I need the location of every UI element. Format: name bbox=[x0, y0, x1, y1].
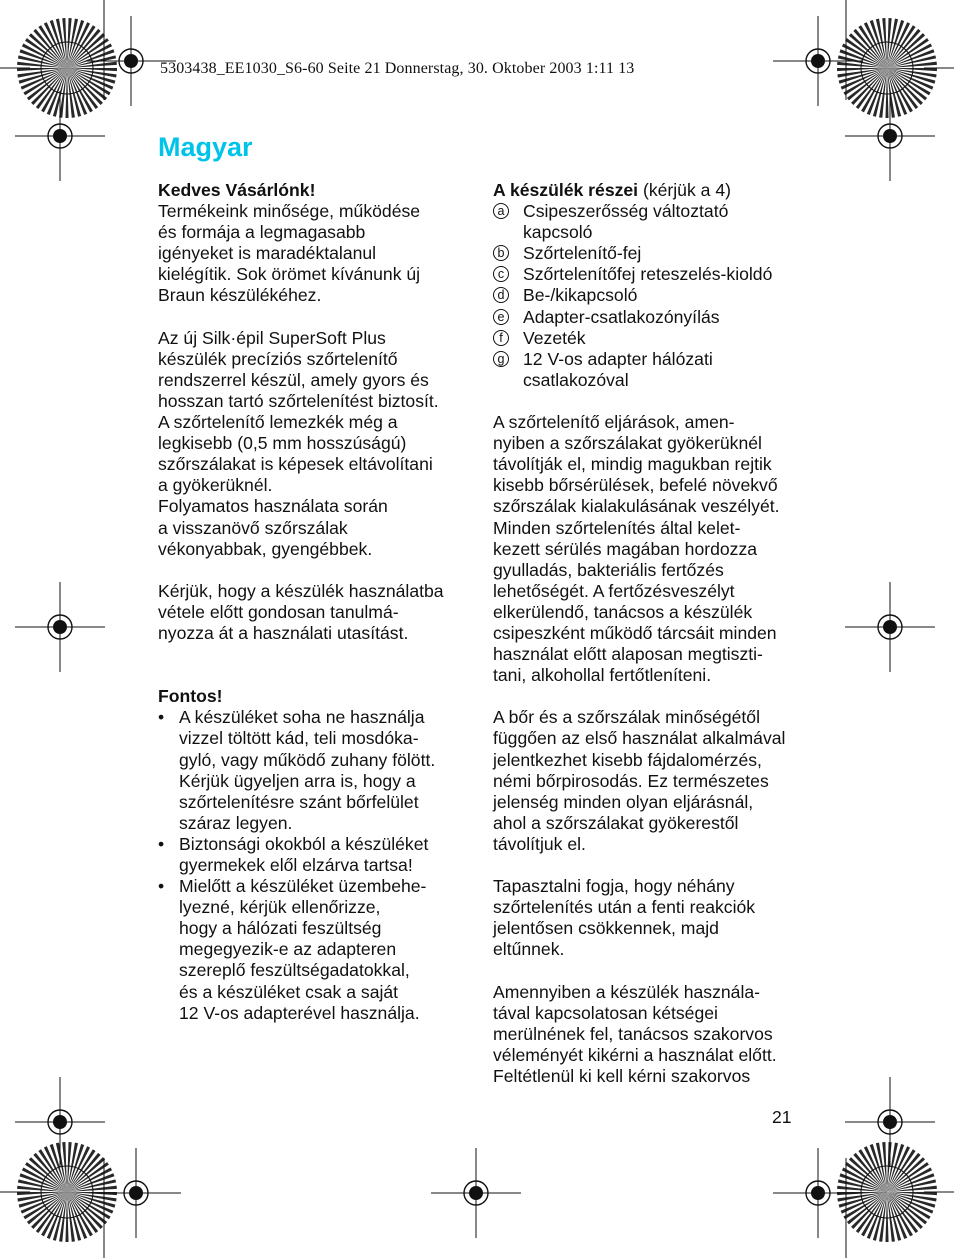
read-instructions-paragraph: Kérjük, hogy a készülék használatba vétele előtt gondosan tanulmá- nyozza át a használati utasítást. bbox=[158, 580, 444, 643]
bullet-icon: • bbox=[158, 833, 165, 854]
part-letter-g: g bbox=[493, 351, 509, 367]
intro-paragraph: Termékeink minősége, működése és formája a legmagasabb igényeket is maradéktalanul kielégítik. Sok örömet kívánunk új Braun készülékéhez. bbox=[158, 201, 421, 306]
list-item: • A készüléket soha ne használja vizzel töltött kád, teli mosdóka- gyló, vagy működő zuhany fölött. Kérjük ügyeljen arra is, hogy a szőrtelenítésre szánt bőrfelület száraz legyen. bbox=[158, 707, 436, 833]
list-item: • Biztonsági okokból a készüléket gyermekek elől elzárva tartsa! bbox=[158, 833, 429, 875]
page-title: Magyar bbox=[158, 132, 253, 162]
part-letter-b: b bbox=[493, 245, 509, 261]
print-slug: 5303438_EE1030_S6-60 Seite 21 Donnerstag, 30. Oktober 2003 1:11 13 bbox=[160, 60, 635, 77]
list-item: • Mielőtt a készüléket üzembehe- lyezné, kérjük ellenőrizze, hogy a hálózati feszültség megegyezik-e az adapteren szereplő feszültségadatokkal, és a készüléket csak a saját 12 V-os adapterével használja. bbox=[158, 876, 427, 1023]
right-column bbox=[493, 180, 813, 1087]
list-item: g 12 V-os adapter hálózati csatlakozóval bbox=[493, 349, 813, 391]
risk-paragraph: A szőrtelenítő eljárások, amen- nyiben a szőrszálakat gyökerüknél távolítják el, mindig magukban rejtik kisebb bőrsérülések, befelé növekvő szőrszálak kialakulásának veszélyét. Minden szőrtelenítés által kelet- kezett sérülés magában hordozza gyulladás, bakteriális fertőzés lehetőségét. A fertőzésveszélyt elkerülendő, tanácsos a készülék csipeszként működő tárcsáit minden használat előtt alaposan megtiszti- tani, alkohollal fertőtleníteni. bbox=[493, 412, 780, 686]
page-number: 21 bbox=[772, 1107, 792, 1127]
part-letter-d: d bbox=[493, 287, 509, 303]
list-item: f Vezeték bbox=[493, 328, 813, 349]
skin-reaction-paragraph: A bőr és a szőrszálak minőségétől függően az első használat alkalmával jelentkezhet kisebb fájdalomérzés, némi bőrpirosodás. Ez természetes jelenség minden olyan eljárásnál, ahol a szőrszálakat gyökerestől távolítjuk el. bbox=[493, 707, 786, 854]
list-item: d Be-/kikapcsoló bbox=[493, 285, 813, 306]
list-item: c Szőrtelenítőfej reteszelés-kioldó bbox=[493, 264, 813, 285]
list-item: e Adapter-csatlakozónyílás bbox=[493, 307, 813, 328]
part-letter-a: a bbox=[493, 203, 509, 219]
doctor-advice-paragraph: Amennyiben a készülék használa- tával kapcsolatosan kétségei merülnének fel, tanácsos szakorvos véleményét kikérni a használat előtt. Feltétlenül ki kell kérni szakorvos bbox=[493, 981, 777, 1086]
parts-heading: A készülék részei (kérjük a 4) bbox=[493, 180, 731, 200]
experience-paragraph: Tapasztalni fogja, hogy néhány szőrtelenítés után a fenti reakciók jelentősen csökkennek, majd eltűnnek. bbox=[493, 876, 756, 960]
part-letter-c: c bbox=[493, 266, 509, 282]
important-heading: Fontos! bbox=[158, 686, 223, 707]
part-letter-f: f bbox=[493, 330, 509, 346]
list-item: b Szőrtelenítő-fej bbox=[493, 243, 813, 264]
part-letter-e: e bbox=[493, 309, 509, 325]
left-column bbox=[158, 180, 468, 1024]
bullet-icon: • bbox=[158, 876, 165, 897]
list-item: a Csipeszerősség változtató kapcsoló bbox=[493, 201, 813, 243]
product-paragraph: Az új Silk·épil SuperSoft Plus készülék precíziós szőrtelenítő rendszerrel készül, amely gyors és hosszan tartó szőrtelenítést biztosít. A szőrtelenítő lemezkék még a legkisebb (0,5 mm hosszúságú) szőrszálakat is képesek eltávolítani a gyökerüknél. Folyamatos használata során a visszanövő szőrszálak vékonyabbak, gyengébbek. bbox=[158, 327, 439, 559]
bullet-icon: • bbox=[158, 707, 165, 728]
greeting-heading: Kedves Vásárlónk! bbox=[158, 180, 316, 200]
